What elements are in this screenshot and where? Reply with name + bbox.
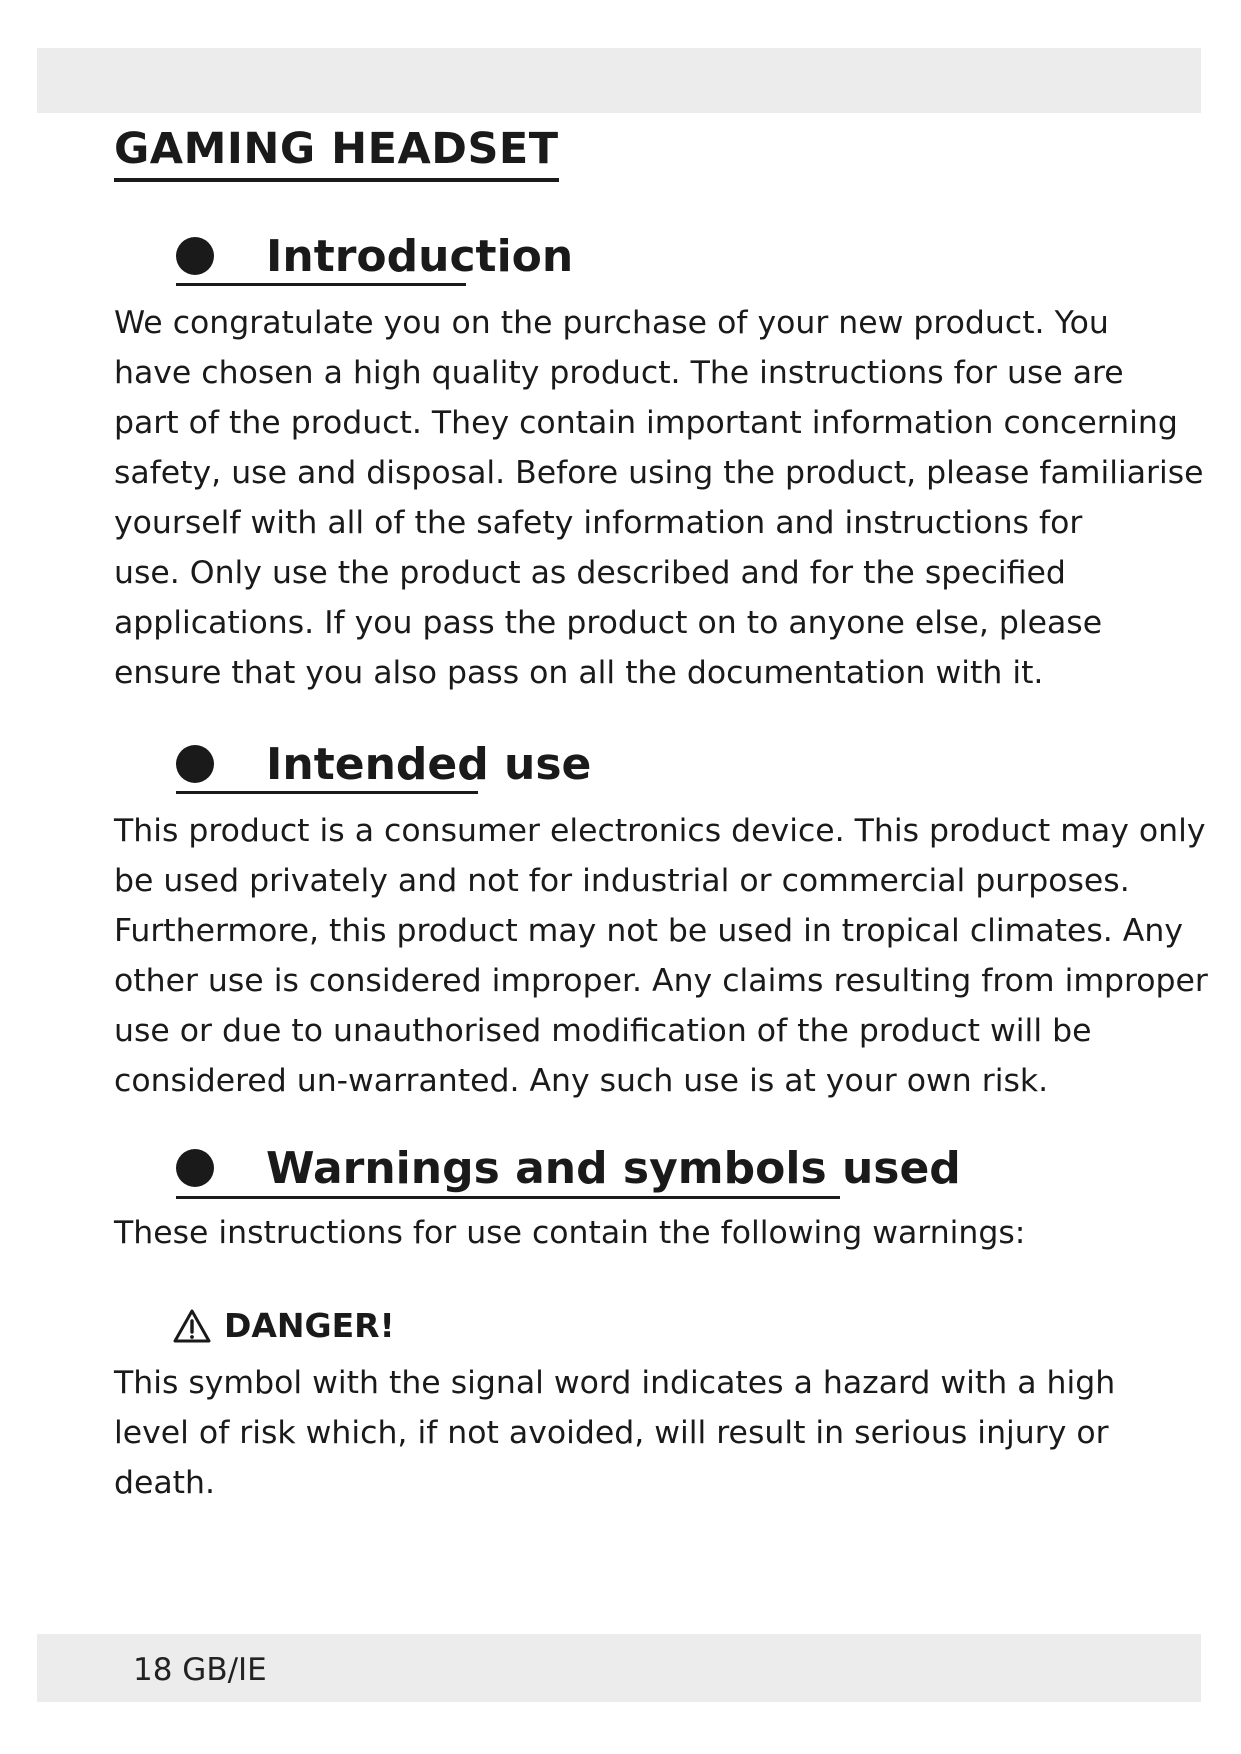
section-underline [176, 283, 466, 286]
warning-triangle-icon [172, 1308, 212, 1344]
bullet-icon [176, 237, 214, 275]
warnings-paragraph [114, 1208, 1134, 1258]
text-line: We congratulate you on the purchase of your new product. You [114, 305, 1109, 341]
text-line: considered un-warranted. Any such use is at your own risk. [114, 1063, 1049, 1099]
text-line: death. [114, 1465, 216, 1501]
section-heading-text: Intended use [266, 738, 592, 790]
section-heading-introduction [176, 226, 573, 286]
text-line: These instructions for use contain the following warnings: [114, 1215, 1026, 1251]
section-underline [176, 791, 478, 794]
text-line: use or due to unauthorised modification of the product will be [114, 1013, 1092, 1049]
document-title: GAMING HEADSET [114, 124, 559, 182]
danger-paragraph [114, 1358, 1134, 1508]
text-line: yourself with all of the safety information and instructions for [114, 505, 1083, 541]
intended-use-paragraph [114, 806, 1208, 1106]
introduction-paragraph [114, 298, 1204, 698]
text-line: be used privately and not for industrial or commercial purposes. [114, 863, 1130, 899]
footer-band [37, 1634, 1201, 1702]
header-band [37, 48, 1201, 113]
danger-text: DANGER! [224, 1306, 395, 1345]
text-line: ensure that you also pass on all the documentation with it. [114, 655, 1044, 691]
text-line: applications. If you pass the product on to anyone else, please [114, 605, 1103, 641]
bullet-icon [176, 1149, 214, 1187]
text-line: This symbol with the signal word indicates a hazard with a high [114, 1365, 1116, 1401]
text-line: safety, use and disposal. Before using the product, please familiarise [114, 455, 1204, 491]
text-line: This product is a consumer electronics device. This product may only [114, 813, 1206, 849]
section-heading-text: Warnings and symbols used [266, 1142, 961, 1194]
text-line: level of risk which, if not avoided, will result in serious injury or [114, 1415, 1109, 1451]
bullet-icon [176, 745, 214, 783]
text-line: other use is considered improper. Any claims resulting from improper [114, 963, 1208, 999]
text-line: part of the product. They contain important information concerning [114, 405, 1178, 441]
section-heading-warnings [176, 1138, 961, 1198]
section-heading-intended-use [176, 734, 591, 794]
danger-label [172, 1306, 395, 1345]
page-number: 18 GB/IE [133, 1652, 267, 1688]
text-line: Furthermore, this product may not be used in tropical climates. Any [114, 913, 1183, 949]
section-underline [176, 1196, 840, 1199]
text-line: use. Only use the product as described and for the specified [114, 555, 1066, 591]
text-line: have chosen a high quality product. The instructions for use are [114, 355, 1124, 391]
section-heading-text: Introduction [266, 230, 574, 282]
